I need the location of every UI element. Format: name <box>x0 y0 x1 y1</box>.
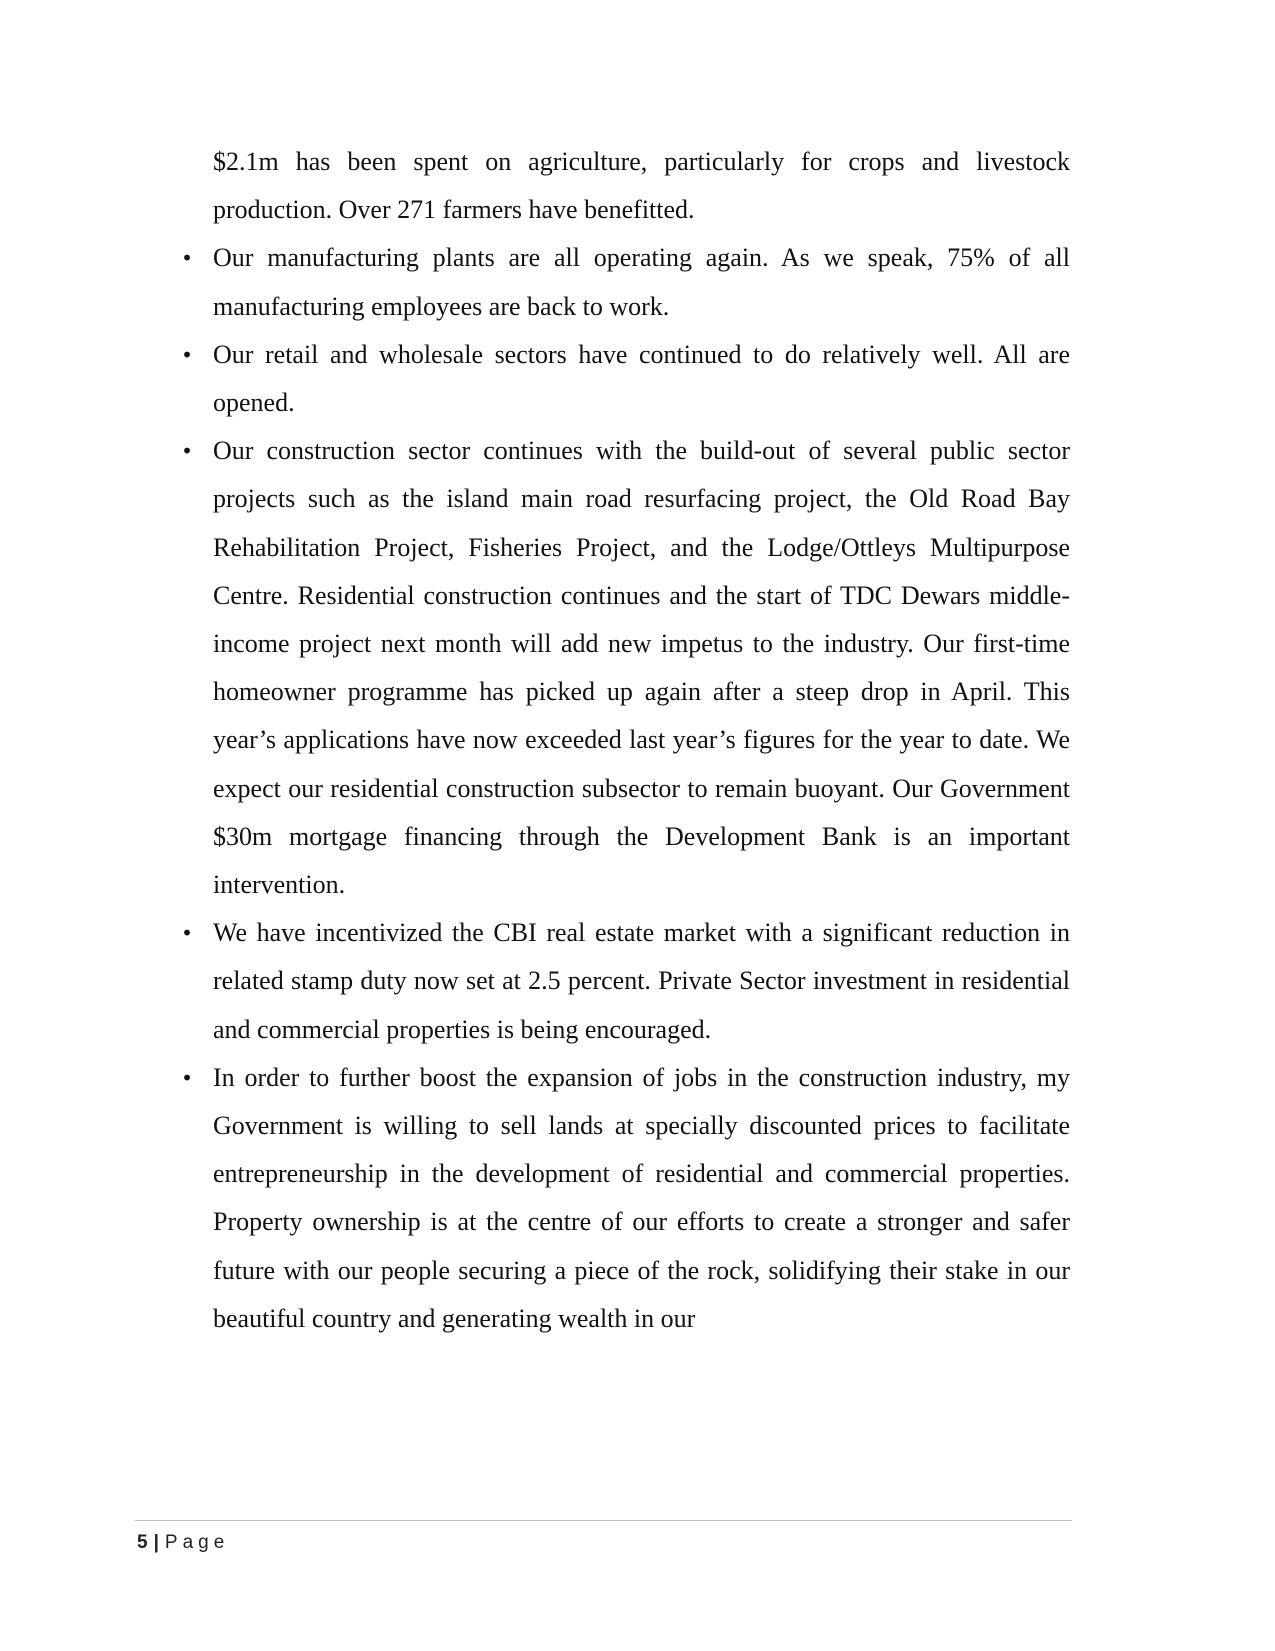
bullet-text: Our construction sector continues with the build-out of several public sector projects such as the island main road resurfacing project, the Old Road Bay Rehabilitation Project, Fisheries Project, and the Lodge/Ottleys Multipurpose Centre. Residential construction continues and the start of TDC Dewars middle-income project next month will add new impetus to the industry. Our first-time homeowner programme has picked up again after a steep drop in April. This year’s applications have now exceeded last year’s figures for the year to date. We expect our residential construction subsector to remain buoyant. Our Government $30m mortgage financing through the Development Bank is an important intervention. <box>213 436 1070 900</box>
bullet-item-manufacturing <box>181 234 1070 330</box>
bullet-item-cbi-real-estate <box>181 909 1070 1054</box>
bullet-text: We have incentivized the CBI real estate market with a significant reduction in related stamp duty now set at 2.5 percent. Private Sector investment in residential and commercial properties is being encouraged. <box>213 918 1070 1044</box>
bullet-text: Our manufacturing plants are all operating again. As we speak, 75% of all manufacturing employees are back to work. <box>213 243 1070 321</box>
bullet-icon: • <box>181 342 193 367</box>
body-text <box>181 138 1070 1343</box>
page-number: 5 <box>137 1532 148 1553</box>
continuation-paragraph: $2.1m has been spent on agriculture, particularly for crops and livestock production. Over 271 farmers have benefitted. <box>213 147 1070 225</box>
bullet-icon: • <box>181 921 193 946</box>
footer-separator: | <box>153 1532 159 1553</box>
bullet-text: In order to further boost the expansion of jobs in the construction industry, my Government is willing to sell lands at specially discounted prices to facilitate entrepreneurship in the development of residential and commercial properties. Property ownership is at the centre of our efforts to create a stronger and safer future with our people securing a piece of the rock, solidifying their stake in our beautiful country and generating wealth in our <box>213 1062 1070 1333</box>
page-footer <box>137 1528 229 1558</box>
bullet-icon: • <box>181 1065 193 1090</box>
bullet-icon: • <box>181 246 193 271</box>
footer-divider <box>135 1520 1072 1521</box>
bullet-item-retail <box>181 331 1070 427</box>
bullet-text: Our retail and wholesale sectors have continued to do relatively well. All are opened. <box>213 339 1070 418</box>
bullet-item-construction <box>181 427 1070 909</box>
bullet-item-land-sales <box>181 1054 1070 1343</box>
bullet-icon: • <box>181 439 193 464</box>
page-label: Page <box>164 1532 230 1553</box>
